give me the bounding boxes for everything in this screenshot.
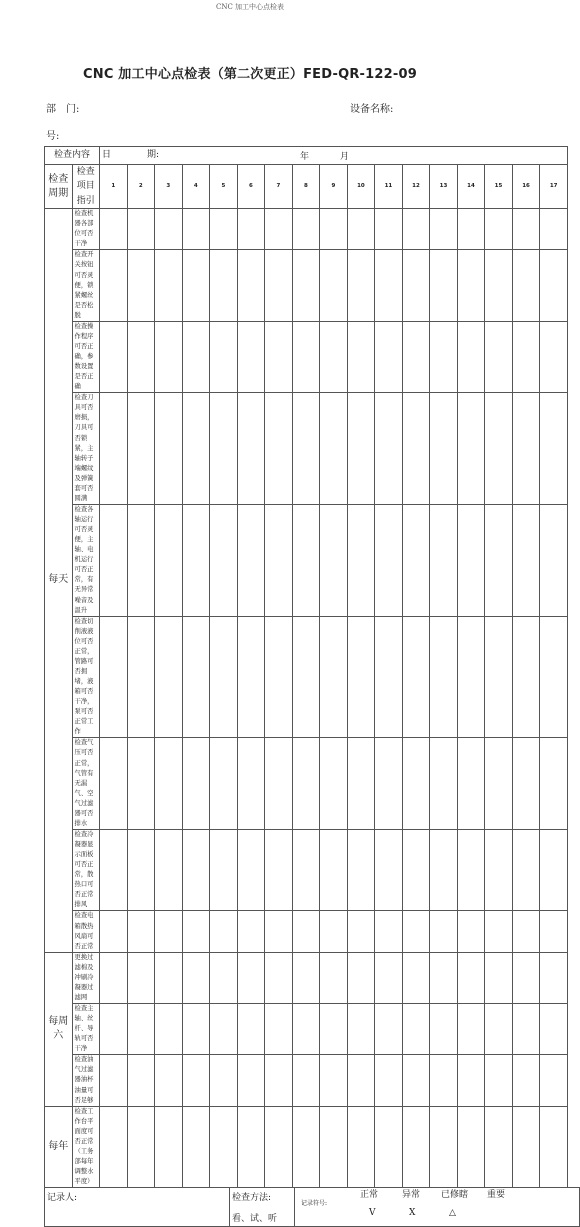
check-mark-cell[interactable] (375, 616, 403, 738)
period-cell: 每年 (45, 1106, 73, 1188)
check-mark-cell[interactable] (155, 209, 183, 250)
check-mark-cell[interactable] (512, 738, 540, 830)
check-mark-cell[interactable] (320, 829, 348, 911)
check-mark-cell[interactable] (540, 1106, 568, 1188)
day-column-2: 2 (127, 165, 155, 209)
day-column-1: 1 (100, 165, 128, 209)
check-item: 检查切削液液位可否正常，管路可否拥堵，液箱可否干净，泵可否正常工作 (72, 616, 100, 738)
check-mark-cell[interactable] (292, 1004, 320, 1055)
check-item: 检查气压可否正常，气管有无漏气、空气过滤器可否排水 (72, 738, 100, 830)
check-item: 检查开关按钮可否灵便，锁紧螺丝是否松脱 (72, 250, 100, 321)
check-mark-cell[interactable] (512, 393, 540, 505)
check-mark-cell[interactable] (485, 321, 513, 392)
check-mark-cell[interactable] (265, 829, 293, 911)
check-item: 检查操作程序可否正确，参数设置是否正确 (72, 321, 100, 392)
check-item: 检查电箱散热风扇可否正常 (72, 911, 100, 952)
check-mark-cell[interactable] (292, 321, 320, 392)
check-mark-cell[interactable] (237, 1004, 265, 1055)
check-mark-cell[interactable] (430, 250, 458, 321)
check-mark-cell[interactable] (100, 616, 128, 738)
header-date-cell (100, 147, 568, 165)
table-row (45, 911, 568, 952)
check-mark-cell[interactable] (182, 209, 210, 250)
check-mark-cell[interactable] (375, 209, 403, 250)
check-mark-cell[interactable] (402, 1106, 430, 1188)
check-mark-cell[interactable] (485, 250, 513, 321)
check-mark-cell[interactable] (540, 738, 568, 830)
check-mark-cell[interactable] (237, 321, 265, 392)
check-mark-cell[interactable] (155, 1004, 183, 1055)
inspection-table (44, 146, 568, 1188)
running-header: CNC 加工中心点检表 (215, 3, 285, 11)
check-mark-cell[interactable] (540, 504, 568, 616)
column-period: 检查周期 (45, 165, 73, 209)
period-cell: 每天 (45, 209, 73, 953)
check-item: 更换过滤棉及冲刷冷凝器过滤网 (72, 952, 100, 1003)
document-title: CNC 加工中心点检表（第二次更正）FED-QR-122-09 (83, 67, 417, 82)
check-mark-cell[interactable] (265, 911, 293, 952)
check-mark-cell[interactable] (182, 1055, 210, 1106)
check-mark-cell[interactable] (292, 1055, 320, 1106)
check-item: 检查刀具可否磨损，刀具可否锁紧，主轴转子端螺纹及弹簧套可否圆满 (72, 393, 100, 505)
check-mark-cell[interactable] (265, 1106, 293, 1188)
check-mark-cell[interactable] (402, 1004, 430, 1055)
check-mark-cell[interactable] (430, 321, 458, 392)
check-mark-cell[interactable] (485, 504, 513, 616)
check-mark-cell[interactable] (320, 1004, 348, 1055)
check-mark-cell[interactable] (320, 209, 348, 250)
check-mark-cell[interactable] (402, 321, 430, 392)
recorder-label: 记录人: (47, 1193, 78, 1204)
check-mark-cell[interactable] (320, 321, 348, 392)
check-mark-cell[interactable] (265, 250, 293, 321)
check-mark-cell[interactable] (430, 209, 458, 250)
check-item: 检查工作台平面度可否正常（工务部每年调整水平度） (72, 1106, 100, 1188)
check-mark-cell[interactable] (210, 393, 238, 505)
check-mark-cell[interactable] (375, 393, 403, 505)
check-mark-cell[interactable] (347, 616, 375, 738)
check-mark-cell[interactable] (347, 1055, 375, 1106)
table-row (45, 504, 568, 616)
check-item: 检查主轴、丝杆、导轨可否干净 (72, 1004, 100, 1055)
day-column-4: 4 (182, 165, 210, 209)
check-mark-cell[interactable] (237, 393, 265, 505)
check-mark-cell[interactable] (127, 321, 155, 392)
check-mark-cell[interactable] (457, 250, 485, 321)
number-label: 号: (46, 131, 60, 142)
check-mark-cell[interactable] (237, 1055, 265, 1106)
check-mark-cell[interactable] (155, 952, 183, 1003)
check-mark-cell[interactable] (540, 829, 568, 911)
check-mark-cell[interactable] (375, 738, 403, 830)
check-mark-cell[interactable] (485, 952, 513, 1003)
check-mark-cell[interactable] (100, 1055, 128, 1106)
check-mark-cell[interactable] (155, 829, 183, 911)
check-mark-cell[interactable] (155, 321, 183, 392)
table-row (45, 250, 568, 321)
check-mark-cell[interactable] (265, 952, 293, 1003)
check-mark-cell[interactable] (292, 829, 320, 911)
table-row (45, 738, 568, 830)
check-mark-cell[interactable] (457, 504, 485, 616)
check-mark-cell[interactable] (375, 1004, 403, 1055)
check-mark-cell[interactable] (347, 209, 375, 250)
check-mark-cell[interactable] (210, 952, 238, 1003)
header-content: 检查内容 (45, 147, 100, 165)
check-mark-cell[interactable] (512, 1004, 540, 1055)
check-item: 检查机器各部位可否干净 (72, 209, 100, 250)
check-mark-cell[interactable] (292, 250, 320, 321)
check-mark-cell[interactable] (402, 911, 430, 952)
check-mark-cell[interactable] (347, 738, 375, 830)
day-column-10: 10 (347, 165, 375, 209)
check-mark-cell[interactable] (265, 1004, 293, 1055)
symbol-normal: V (369, 1208, 376, 1219)
check-mark-cell[interactable] (375, 250, 403, 321)
check-mark-cell[interactable] (347, 829, 375, 911)
check-mark-cell[interactable] (457, 321, 485, 392)
check-mark-cell[interactable] (127, 616, 155, 738)
check-mark-cell[interactable] (127, 829, 155, 911)
table-row (45, 1004, 568, 1055)
check-mark-cell[interactable] (127, 1004, 155, 1055)
check-mark-cell[interactable] (402, 209, 430, 250)
check-mark-cell[interactable] (237, 504, 265, 616)
table-row (45, 616, 568, 738)
check-mark-cell[interactable] (457, 911, 485, 952)
check-mark-cell[interactable] (237, 952, 265, 1003)
check-mark-cell[interactable] (320, 504, 348, 616)
check-mark-cell[interactable] (237, 616, 265, 738)
check-mark-cell[interactable] (182, 952, 210, 1003)
method-cell (230, 1188, 295, 1227)
check-mark-cell[interactable] (127, 209, 155, 250)
recorder-cell (45, 1188, 230, 1227)
check-mark-cell[interactable] (155, 1055, 183, 1106)
check-mark-cell[interactable] (512, 1106, 540, 1188)
check-mark-cell[interactable] (182, 829, 210, 911)
check-mark-cell[interactable] (292, 209, 320, 250)
day-column-16: 16 (512, 165, 540, 209)
day-column-13: 13 (430, 165, 458, 209)
check-mark-cell[interactable] (100, 911, 128, 952)
day-column-5: 5 (210, 165, 238, 209)
table-row (45, 829, 568, 911)
check-mark-cell[interactable] (402, 952, 430, 1003)
day-column-3: 3 (155, 165, 183, 209)
check-mark-cell[interactable] (182, 738, 210, 830)
check-item: 检查油气过滤器油杯油量可否足够 (72, 1055, 100, 1106)
day-column-7: 7 (265, 165, 293, 209)
check-mark-cell[interactable] (347, 321, 375, 392)
check-mark-cell[interactable] (265, 616, 293, 738)
check-mark-cell[interactable] (402, 250, 430, 321)
method-value: 看、试、听 (232, 1213, 278, 1224)
legend-normal: 正常 (360, 1190, 379, 1201)
check-mark-cell[interactable] (320, 911, 348, 952)
check-mark-cell[interactable] (430, 1004, 458, 1055)
check-mark-cell[interactable] (512, 504, 540, 616)
check-mark-cell[interactable] (347, 1004, 375, 1055)
check-mark-cell[interactable] (127, 1106, 155, 1188)
period-cell: 每周六 (45, 952, 73, 1106)
check-mark-cell[interactable] (127, 952, 155, 1003)
check-mark-cell[interactable] (210, 321, 238, 392)
check-mark-cell[interactable] (210, 1106, 238, 1188)
check-mark-cell[interactable] (512, 321, 540, 392)
check-mark-cell[interactable] (127, 1055, 155, 1106)
check-mark-cell[interactable] (182, 504, 210, 616)
check-mark-cell[interactable] (155, 616, 183, 738)
check-mark-cell[interactable] (540, 911, 568, 952)
check-mark-cell[interactable] (540, 952, 568, 1003)
check-mark-cell[interactable] (375, 829, 403, 911)
check-mark-cell[interactable] (320, 616, 348, 738)
check-mark-cell[interactable] (430, 1055, 458, 1106)
check-mark-cell[interactable] (127, 504, 155, 616)
check-mark-cell[interactable] (127, 911, 155, 952)
check-mark-cell[interactable] (485, 738, 513, 830)
check-mark-cell[interactable] (320, 1055, 348, 1106)
header-month: 月 (340, 152, 350, 162)
day-column-17: 17 (540, 165, 568, 209)
check-mark-cell[interactable] (127, 738, 155, 830)
check-mark-cell[interactable] (210, 250, 238, 321)
check-mark-cell[interactable] (485, 1004, 513, 1055)
check-mark-cell[interactable] (210, 738, 238, 830)
check-mark-cell[interactable] (347, 393, 375, 505)
check-mark-cell[interactable] (485, 616, 513, 738)
check-mark-cell[interactable] (210, 209, 238, 250)
check-mark-cell[interactable] (375, 1106, 403, 1188)
check-mark-cell[interactable] (375, 504, 403, 616)
check-mark-cell[interactable] (512, 829, 540, 911)
day-column-14: 14 (457, 165, 485, 209)
check-mark-cell[interactable] (512, 616, 540, 738)
legend-repaired: 已修瞎 (441, 1190, 469, 1201)
check-mark-cell[interactable] (430, 1106, 458, 1188)
check-mark-cell[interactable] (540, 1004, 568, 1055)
check-mark-cell[interactable] (127, 393, 155, 505)
check-mark-cell[interactable] (540, 616, 568, 738)
department-label: 部 门: (46, 104, 80, 115)
check-mark-cell[interactable] (430, 738, 458, 830)
check-mark-cell[interactable] (210, 829, 238, 911)
check-mark-cell[interactable] (155, 250, 183, 321)
check-mark-cell[interactable] (457, 952, 485, 1003)
check-mark-cell[interactable] (320, 250, 348, 321)
check-mark-cell[interactable] (347, 1106, 375, 1188)
check-mark-cell[interactable] (100, 250, 128, 321)
check-mark-cell[interactable] (100, 829, 128, 911)
check-mark-cell[interactable] (265, 1055, 293, 1106)
check-mark-cell[interactable] (402, 393, 430, 505)
legend-abnormal: 异常 (402, 1190, 421, 1201)
header-date: 日 期: (102, 150, 160, 161)
check-mark-cell[interactable] (292, 616, 320, 738)
check-mark-cell[interactable] (485, 393, 513, 505)
check-mark-cell[interactable] (265, 321, 293, 392)
check-mark-cell[interactable] (292, 738, 320, 830)
check-mark-cell[interactable] (210, 504, 238, 616)
check-mark-cell[interactable] (292, 952, 320, 1003)
table-row (45, 952, 568, 1003)
check-mark-cell[interactable] (100, 952, 128, 1003)
check-mark-cell[interactable] (100, 1106, 128, 1188)
check-mark-cell[interactable] (402, 616, 430, 738)
check-mark-cell[interactable] (540, 1055, 568, 1106)
check-mark-cell[interactable] (182, 393, 210, 505)
check-mark-cell[interactable] (457, 829, 485, 911)
check-mark-cell[interactable] (430, 504, 458, 616)
check-mark-cell[interactable] (100, 1004, 128, 1055)
check-mark-cell[interactable] (210, 1055, 238, 1106)
check-mark-cell[interactable] (155, 738, 183, 830)
table-row (45, 1055, 568, 1106)
check-mark-cell[interactable] (512, 952, 540, 1003)
check-mark-cell[interactable] (512, 911, 540, 952)
check-mark-cell[interactable] (155, 393, 183, 505)
check-mark-cell[interactable] (402, 738, 430, 830)
check-mark-cell[interactable] (265, 504, 293, 616)
check-mark-cell[interactable] (210, 911, 238, 952)
check-mark-cell[interactable] (485, 1106, 513, 1188)
check-mark-cell[interactable] (485, 911, 513, 952)
check-mark-cell[interactable] (457, 209, 485, 250)
symbol-legend-cell (295, 1188, 580, 1227)
check-mark-cell[interactable] (457, 738, 485, 830)
check-mark-cell[interactable] (375, 321, 403, 392)
check-mark-cell[interactable] (347, 250, 375, 321)
check-mark-cell[interactable] (347, 504, 375, 616)
check-mark-cell[interactable] (155, 911, 183, 952)
check-item: 检查各轴运行可否灵便，主轴、电机运行可否正常，有无异常噪音及温升 (72, 504, 100, 616)
table-row (45, 209, 568, 250)
check-mark-cell[interactable] (292, 504, 320, 616)
equipment-name-label: 设备名称: (350, 104, 394, 115)
day-column-11: 11 (375, 165, 403, 209)
check-mark-cell[interactable] (127, 250, 155, 321)
check-mark-cell[interactable] (265, 393, 293, 505)
check-mark-cell[interactable] (540, 250, 568, 321)
method-label: 检查方法: (232, 1193, 272, 1204)
table-row (45, 393, 568, 505)
symbol-abnormal: X (409, 1208, 416, 1219)
check-mark-cell[interactable] (430, 952, 458, 1003)
check-mark-cell[interactable] (155, 504, 183, 616)
check-mark-cell[interactable] (430, 911, 458, 952)
check-mark-cell[interactable] (265, 738, 293, 830)
check-mark-cell[interactable] (430, 393, 458, 505)
check-mark-cell[interactable] (402, 1055, 430, 1106)
check-mark-cell[interactable] (347, 911, 375, 952)
check-mark-cell[interactable] (375, 952, 403, 1003)
check-mark-cell[interactable] (457, 1055, 485, 1106)
inspection-sheet (44, 146, 558, 1224)
check-mark-cell[interactable] (485, 1055, 513, 1106)
check-mark-cell[interactable] (320, 738, 348, 830)
day-column-12: 12 (402, 165, 430, 209)
check-mark-cell[interactable] (347, 952, 375, 1003)
table-row (45, 321, 568, 392)
check-mark-cell[interactable] (292, 1106, 320, 1188)
footer-table (44, 1187, 580, 1227)
check-item: 检查冷凝器显示面板可否正常，散热口可否正常排风 (72, 829, 100, 911)
table-row (45, 1106, 568, 1188)
check-mark-cell[interactable] (512, 250, 540, 321)
check-mark-cell[interactable] (237, 1106, 265, 1188)
check-mark-cell[interactable] (375, 911, 403, 952)
check-mark-cell[interactable] (100, 209, 128, 250)
check-mark-cell[interactable] (210, 1004, 238, 1055)
check-mark-cell[interactable] (237, 738, 265, 830)
check-mark-cell[interactable] (540, 393, 568, 505)
check-mark-cell[interactable] (265, 209, 293, 250)
check-mark-cell[interactable] (457, 1004, 485, 1055)
check-mark-cell[interactable] (182, 321, 210, 392)
check-mark-cell[interactable] (457, 616, 485, 738)
check-mark-cell[interactable] (155, 1106, 183, 1188)
day-column-8: 8 (292, 165, 320, 209)
check-mark-cell[interactable] (237, 209, 265, 250)
check-mark-cell[interactable] (320, 393, 348, 505)
check-mark-cell[interactable] (182, 616, 210, 738)
check-mark-cell[interactable] (182, 250, 210, 321)
check-mark-cell[interactable] (237, 829, 265, 911)
check-mark-cell[interactable] (457, 1106, 485, 1188)
check-mark-cell[interactable] (540, 321, 568, 392)
check-mark-cell[interactable] (320, 952, 348, 1003)
check-mark-cell[interactable] (182, 911, 210, 952)
check-mark-cell[interactable] (100, 504, 128, 616)
check-mark-cell[interactable] (182, 1106, 210, 1188)
check-mark-cell[interactable] (485, 829, 513, 911)
day-column-9: 9 (320, 165, 348, 209)
legend-serious: 重要 (487, 1190, 506, 1201)
check-mark-cell[interactable] (237, 250, 265, 321)
check-mark-cell[interactable] (292, 911, 320, 952)
check-mark-cell[interactable] (210, 616, 238, 738)
check-mark-cell[interactable] (375, 1055, 403, 1106)
check-mark-cell[interactable] (237, 911, 265, 952)
check-mark-cell[interactable] (100, 738, 128, 830)
day-column-15: 15 (485, 165, 513, 209)
header-year: 年 (300, 152, 310, 162)
check-mark-cell[interactable] (540, 209, 568, 250)
symbol-repaired: △ (449, 1208, 456, 1219)
column-items: 检查项目指引 (72, 165, 100, 209)
check-mark-cell[interactable] (320, 1106, 348, 1188)
check-mark-cell[interactable] (512, 1055, 540, 1106)
check-mark-cell[interactable] (100, 321, 128, 392)
check-mark-cell[interactable] (182, 1004, 210, 1055)
check-mark-cell[interactable] (100, 393, 128, 505)
check-mark-cell[interactable] (292, 393, 320, 505)
check-mark-cell[interactable] (402, 504, 430, 616)
check-mark-cell[interactable] (402, 829, 430, 911)
check-mark-cell[interactable] (512, 209, 540, 250)
day-column-6: 6 (237, 165, 265, 209)
check-mark-cell[interactable] (485, 209, 513, 250)
check-mark-cell[interactable] (457, 393, 485, 505)
check-mark-cell[interactable] (430, 616, 458, 738)
record-code-label: 记录符号: (301, 1200, 328, 1208)
check-mark-cell[interactable] (430, 829, 458, 911)
